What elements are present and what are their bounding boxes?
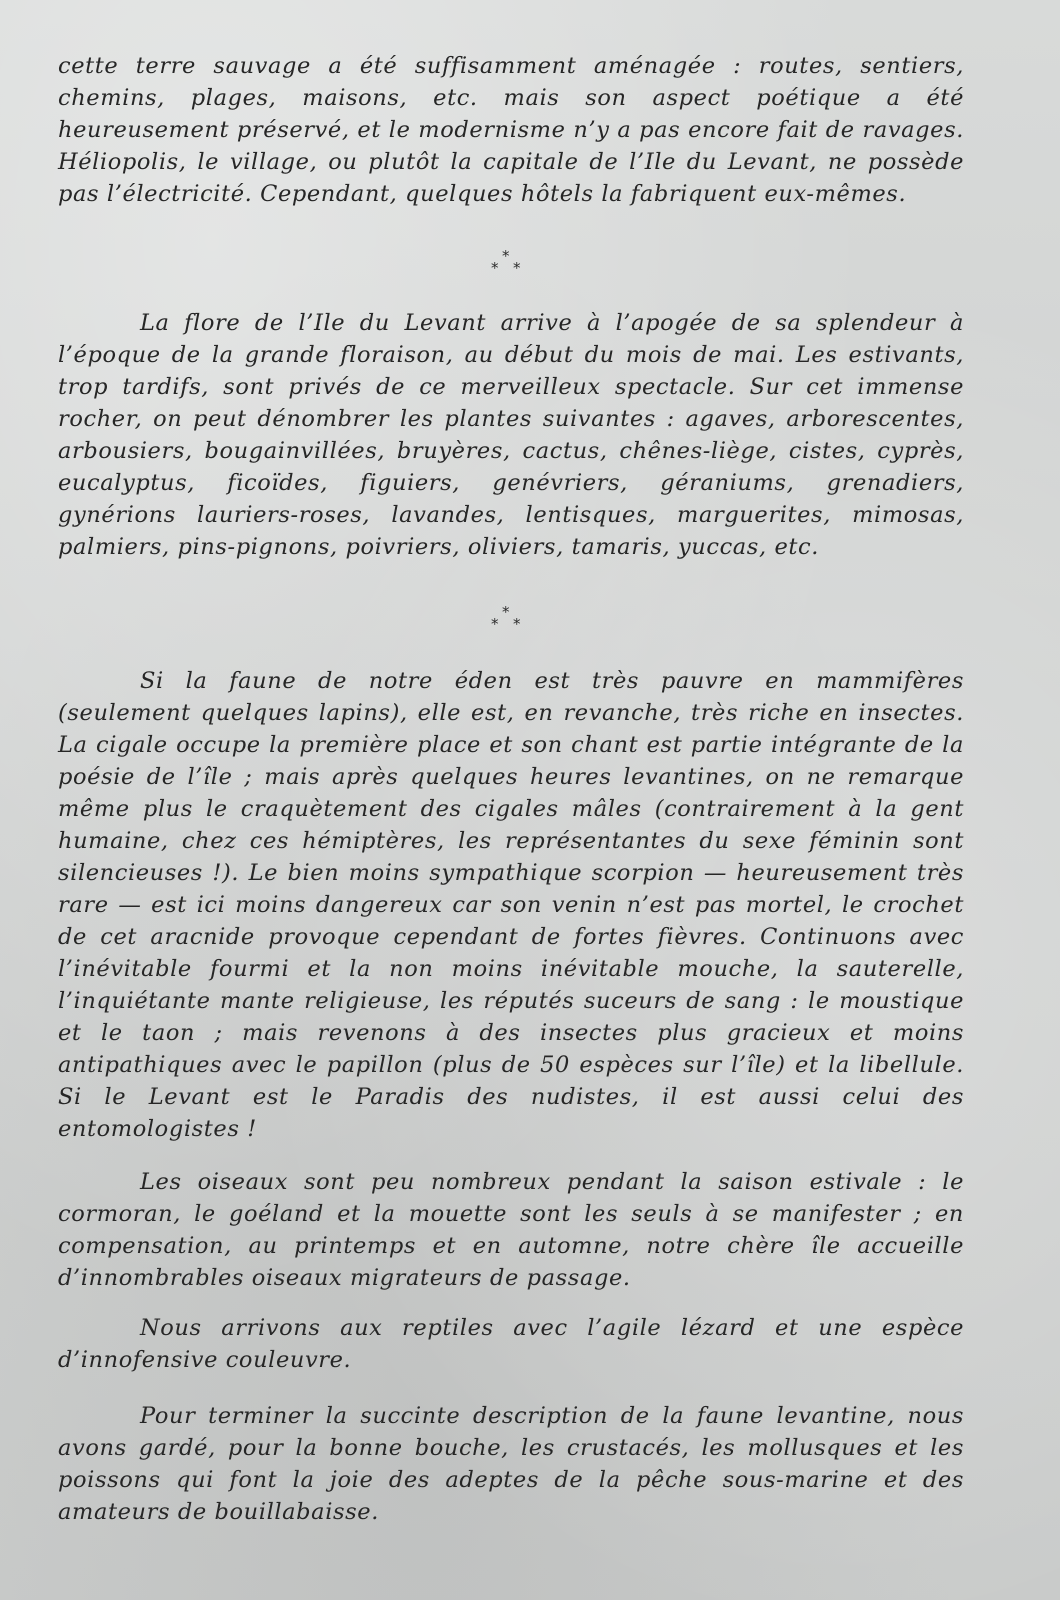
paragraph-reptiles: Nous arrivons aux reptiles avec l’agile lézard et une espèce d’innofensive couleuvre.	[58, 1315, 964, 1373]
dinkus-star: *	[491, 615, 499, 633]
dinkus-star: *	[513, 615, 521, 633]
paragraph-flora: La flore de l’Ile du Levant arrive à l’apogée de sa splendeur à l’époque de la grande floraison, au début du mois de mai. Les estivants, trop tardifs, sont privés de ce merveilleux spectacle. Sur cet immense rocher, on peut dénombrer les plantes suivantes : agaves, arborescentes, arbousiers, bougainvillées, bruyères, cactus, chênes-liège, cistes, cyprès, eucalyptus, ficoïdes, figuiers, genévriers, géraniums, grenadiers, gynérions lauriers-roses, lavandes, lentisques, marguerites, mimosas, palmiers, pins-pignons, poivriers, oliviers, tamaris, yuccas, etc.	[58, 310, 964, 560]
section-separator-dinkus	[480, 249, 540, 283]
paragraph-fauna-insects: Si la faune de notre éden est très pauvre en mammifères (seulement quelques lapins), elle est, en revanche, très riche en insectes. La cigale occupe la première place et son chant est partie intégrante de la poésie de l’île ; mais après quelques heures levantines, on ne remarque même plus le craquètement des cigales mâles (contrairement à la gent humaine, chez ces hémiptères, les représentantes du sexe féminin sont silencieuses !). Le bien moins sympathique scorpion — heureusement très rare — est ici moins dangereux car son venin n’est pas mortel, le crochet de cet aracnide provoque cependant de fortes fièvres. Continuons avec l’inévitable fourmi et la non moins inévitable mouche, la sauterelle, l’inquiétante mante religieuse, les réputés suceurs de sang : le moustique et le taon ; mais revenons à des insectes plus gracieux et moins antipathiques avec le papillon (plus de 50 espèces sur l’île) et la libellule. Si le Levant est le Paradis des nudistes, il est aussi celui des entomologistes !	[58, 668, 964, 1142]
dinkus-star: *	[513, 259, 521, 277]
section-separator-dinkus	[480, 605, 540, 639]
paragraph-birds: Les oiseaux sont peu nombreux pendant la saison estivale : le cormoran, le goéland et la mouette sont les seuls à se manifester ; en compensation, au printemps et en automne, notre chère île accueille d’innombrables oiseaux migrateurs de passage.	[58, 1169, 964, 1291]
paragraph-intro: cette terre sauvage a été suffisamment aménagée : routes, sentiers, chemins, plages, maisons, etc. mais son aspect poétique a été heureusement préservé, et le modernisme n’y a pas encore fait de ravages. Héliopolis, le village, ou plutôt la capitale de l’Ile du Levant, ne possède pas l’électricité. Cependant, quelques hôtels la fabriquent eux-mêmes.	[58, 53, 964, 207]
dinkus-star: *	[502, 247, 510, 265]
dinkus-star: *	[491, 259, 499, 277]
paragraph-sea-life: Pour terminer la succinte description de la faune levantine, nous avons gardé, pour la bonne bouche, les crustacés, les mollusques et les poissons qui font la joie des adeptes de la pêche sous-marine et des amateurs de bouillabaisse.	[58, 1403, 964, 1525]
dinkus-star: *	[502, 603, 510, 621]
